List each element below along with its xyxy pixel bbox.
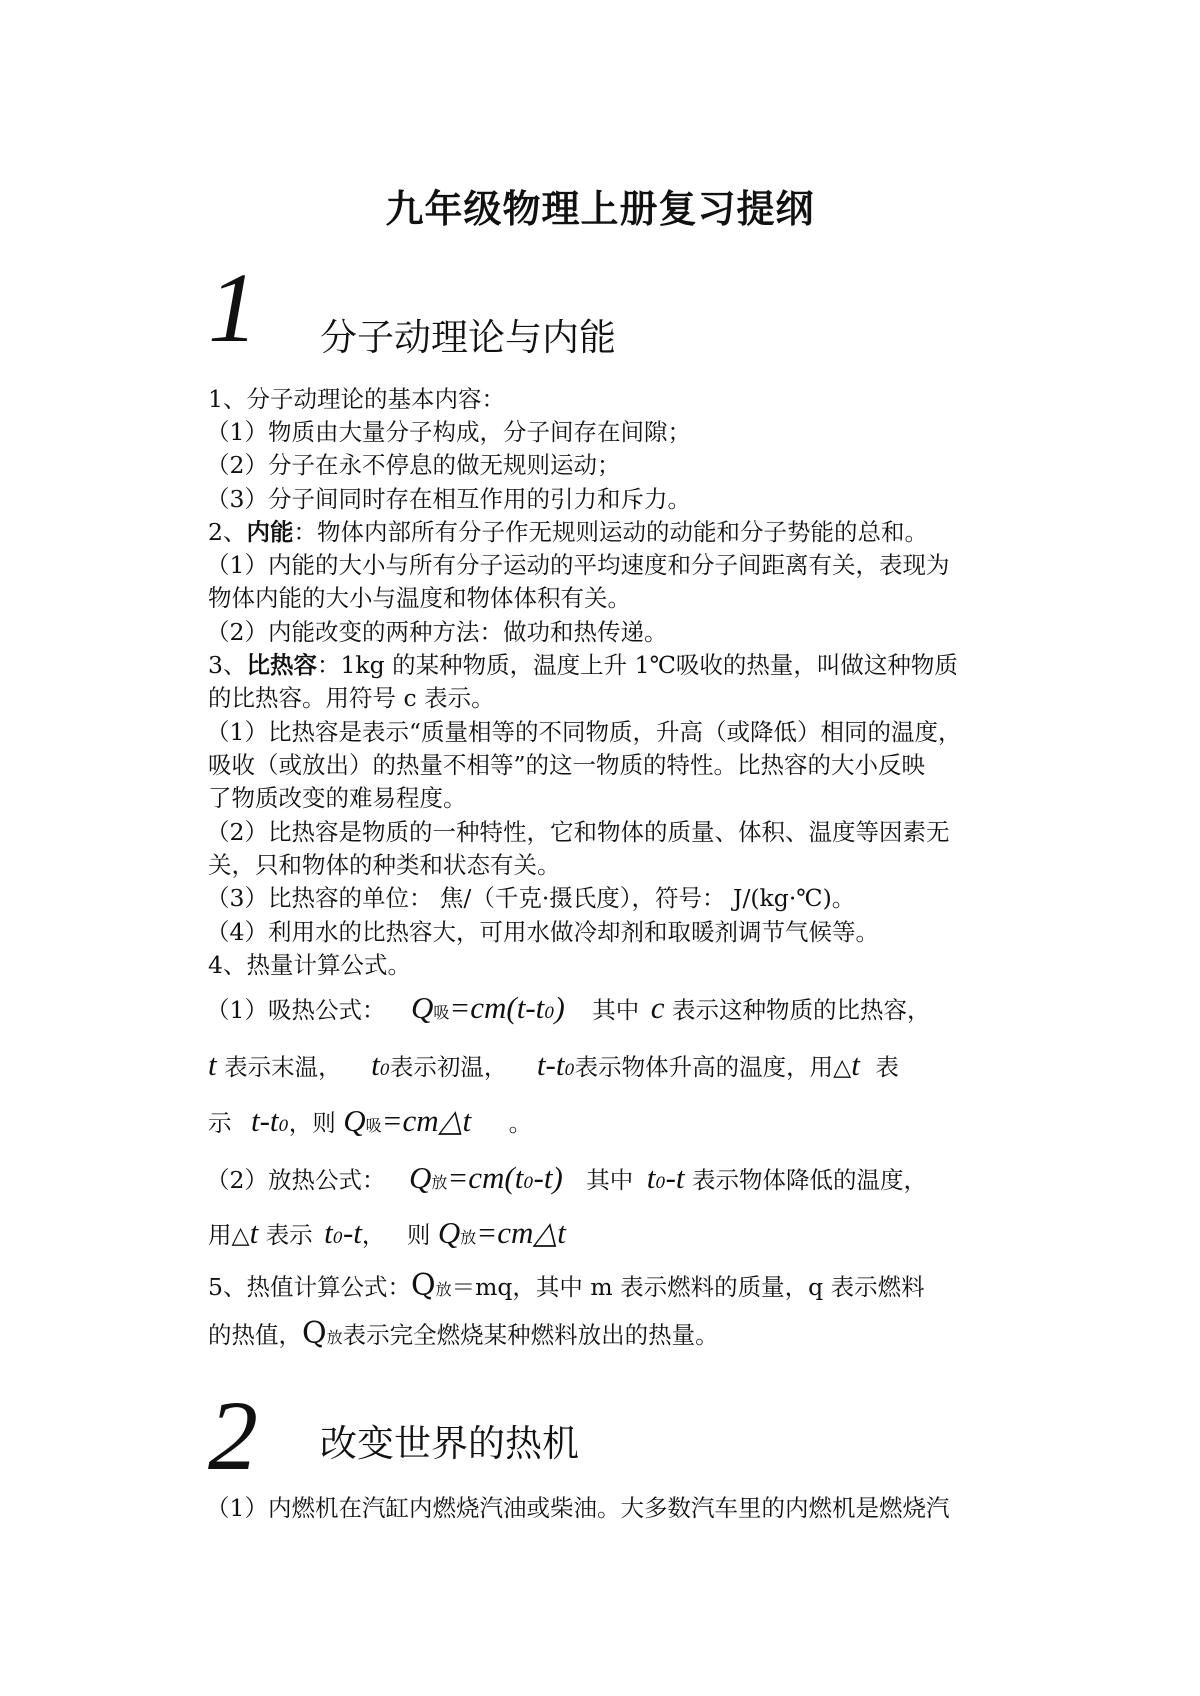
text-line: 关，只和物体的种类和状态有关。 <box>208 851 561 879</box>
text-line: （2）分子在永不停息的做无规则运动； <box>206 451 621 479</box>
text-line: 的比热容。用符号 c 表示。 <box>208 684 495 712</box>
term-internal-energy: 内能 <box>246 518 294 546</box>
text-line: 物体内能的大小与温度和物体体积有关。 <box>208 584 631 612</box>
formula-release-heat: Q放=cm(t0-t) <box>408 1160 563 1195</box>
formula-line: （2）放热公式： Q放=cm(t0-t) 其中 t0-t 表示物体降低的温度， <box>206 1160 928 1195</box>
term-specific-heat: 比热容 <box>246 651 317 679</box>
text-line: （3）比热容的单位： 焦/（千克·摄氏度），符号： J/(kg·℃)。 <box>206 884 856 912</box>
text-line: （4）利用水的比热容大，可用水做冷却剂和取暖剂调节气候等。 <box>206 918 879 946</box>
text-line: （2）内能改变的两种方法：做功和热传递。 <box>206 618 668 646</box>
text-line: （1）内燃机在汽缸内燃烧汽油或柴油。大多数汽车里的内燃机是燃烧汽 <box>206 1494 950 1522</box>
document-title: 九年级物理上册复习提纲 <box>385 187 815 231</box>
text-line: 3、比热容：1kg 的某种物质，温度上升 1℃吸收的热量，叫做这种物质 <box>208 651 958 679</box>
text-line: 1、分子动理论的基本内容： <box>208 385 505 413</box>
formula-line: 的热值，Q放表示完全燃烧某种燃料放出的热量。 <box>208 1316 719 1351</box>
text-line: 了物质改变的难易程度。 <box>208 784 467 812</box>
text-line: （1）物质由大量分子构成，分子间存在间隙； <box>206 418 691 446</box>
text-line: 吸收（或放出）的热量不相等”的这一物质的特性。比热容的大小反映 <box>208 751 926 779</box>
text-line: 4、热量计算公式。 <box>208 951 411 979</box>
formula-line: 5、热值计算公式：Q放＝mq，其中 m 表示燃料的质量，q 表示燃料 <box>208 1268 925 1303</box>
chapter-2-title: 改变世界的热机 <box>320 1422 579 1465</box>
text-line: （2）比热容是物质的一种特性，它和物体的质量、体积、温度等因素无 <box>206 818 950 846</box>
text-line: （1）比热容是表示“质量相等的不同物质，升高（或降低）相同的温度， <box>206 718 962 746</box>
text-line: （3）分子间同时存在相互作用的引力和斥力。 <box>206 485 691 513</box>
chapter-2-number: 2 <box>208 1380 258 1491</box>
chapter-1-title: 分子动理论与内能 <box>320 316 616 359</box>
formula-absorb-heat: Q吸=cm(t-t0) <box>410 990 565 1025</box>
chapter-1-number: 1 <box>208 252 258 363</box>
text-line: （1）内能的大小与所有分子运动的平均速度和分子间距离有关，表现为 <box>206 551 950 579</box>
formula-line: 示 t-t0，则 Q吸=cm△t 。 <box>208 1103 533 1138</box>
formula-line: 用△t 表示 t0-t， 则 Q放=cm△t <box>208 1215 566 1250</box>
text-line: 2、内能：物体内部所有分子作无规则运动的动能和分子势能的总和。 <box>208 518 928 546</box>
formula-line: （1）吸热公式： Q吸=cm(t-t0) 其中 c 表示这种物质的比热容， <box>206 990 931 1025</box>
formula-line: t 表示末温， t0表示初温， t-t0表示物体升高的温度，用△t 表 <box>208 1047 899 1082</box>
